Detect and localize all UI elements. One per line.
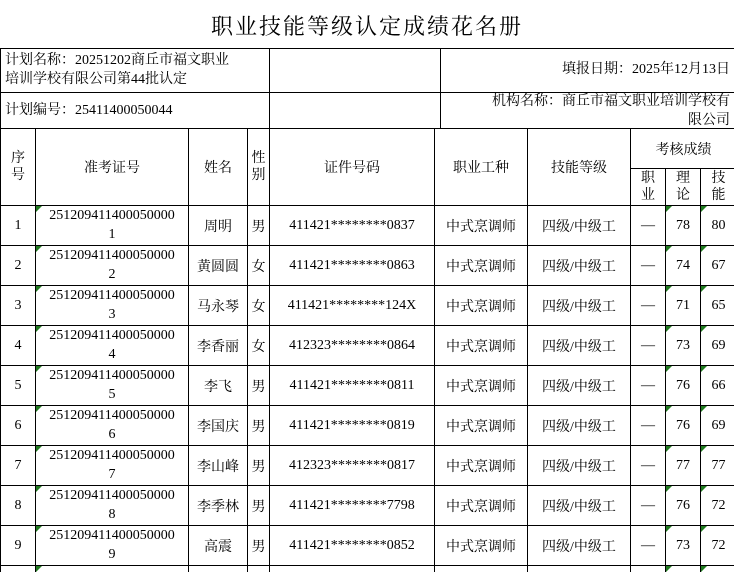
id-no-cell: 411421********124X <box>270 286 435 326</box>
table-row <box>1 246 734 286</box>
seq-cell: 8 <box>1 486 36 526</box>
empty-cell <box>270 49 441 93</box>
page-title: 职业技能等级认定成绩花名册 <box>210 14 523 39</box>
plan-code-cell: 计划编号：25411400050044 <box>1 93 270 132</box>
id-no-cell: 411421********0837 <box>270 206 435 246</box>
id-no-cell: 411421********7798 <box>270 486 435 526</box>
score-theory-cell: 76 <box>666 486 701 526</box>
score-skill-cell: 67 <box>701 246 734 286</box>
excel-corner-icon <box>666 406 672 412</box>
header-score-skill: 技能 <box>701 169 734 206</box>
excel-corner-icon <box>666 206 672 212</box>
seq-cell <box>1 566 36 572</box>
exam-no-cell: 2512094114000500008 <box>36 486 189 526</box>
excel-corner-icon <box>36 446 42 452</box>
score-theory-cell: 73 <box>666 326 701 366</box>
occupation-cell: 中式烹调师 <box>435 246 528 286</box>
id-no-cell: 412323********0817 <box>270 446 435 486</box>
excel-corner-icon <box>701 486 707 492</box>
level-cell: 四级/中级工 <box>528 286 631 326</box>
exam-no-cell: 2512094114000500001 <box>36 206 189 246</box>
score-theory-cell: 78 <box>666 206 701 246</box>
score-occupation-cell: — <box>631 206 666 246</box>
header-name: 姓名 <box>189 129 248 206</box>
occupation-cell: 中式烹调师 <box>435 486 528 526</box>
seq-cell: 2 <box>1 246 36 286</box>
exam-no-cell: 2512094114000500007 <box>36 446 189 486</box>
header-score-occupation: 职业 <box>631 169 666 206</box>
report-date-cell: 填报日期：2025年12月13日 <box>441 49 734 93</box>
level-cell: 四级/中级工 <box>528 246 631 286</box>
score-occupation-cell: — <box>631 326 666 366</box>
seq-cell: 7 <box>1 446 36 486</box>
exam-no-cell <box>36 566 189 572</box>
excel-corner-icon <box>36 246 42 252</box>
gender-cell: 男 <box>248 486 270 526</box>
seq-cell: 5 <box>1 366 36 406</box>
score-occupation-cell: — <box>631 366 666 406</box>
score-skill-cell: 65 <box>701 286 734 326</box>
plan-name-cell: 计划名称：20251202商丘市福文职业培训学校有限公司第44批认定 <box>1 49 270 93</box>
table-row <box>1 446 734 486</box>
gender-cell: 男 <box>248 406 270 446</box>
score-table <box>0 128 734 572</box>
score-theory-cell: 74 <box>666 246 701 286</box>
occupation-cell: 中式烹调师 <box>435 206 528 246</box>
score-theory-cell: 76 <box>666 406 701 446</box>
gender-cell: 女 <box>248 246 270 286</box>
excel-corner-icon <box>36 286 42 292</box>
score-occupation-cell: — <box>631 446 666 486</box>
name-cell: 李国庆 <box>189 406 248 446</box>
score-skill-cell: 69 <box>701 326 734 366</box>
exam-no-cell: 2512094114000500006 <box>36 406 189 446</box>
table-row <box>1 326 734 366</box>
seq-cell: 4 <box>1 326 36 366</box>
gender-cell: 男 <box>248 446 270 486</box>
score-skill-cell: 66 <box>701 366 734 406</box>
header-seq: 序号 <box>1 129 36 206</box>
score-occupation-cell: — <box>631 406 666 446</box>
excel-corner-icon <box>701 246 707 252</box>
gender-cell: 女 <box>248 326 270 366</box>
header-level: 技能等级 <box>528 129 631 206</box>
name-cell: 李香丽 <box>189 326 248 366</box>
excel-corner-icon <box>666 446 672 452</box>
level-cell: 四级/中级工 <box>528 486 631 526</box>
occupation-cell: 中式烹调师 <box>435 326 528 366</box>
score-skill-cell: 80 <box>701 206 734 246</box>
id-no-cell: 411421********0863 <box>270 246 435 286</box>
exam-no-cell: 2512094114000500002 <box>36 246 189 286</box>
gender-cell: 男 <box>248 526 270 566</box>
name-cell: 李飞 <box>189 366 248 406</box>
score-skill-cell <box>701 566 734 572</box>
excel-corner-icon <box>666 366 672 372</box>
org-name-cell: 机构名称：商丘市福文职业培训学校有限公司 <box>441 93 734 132</box>
gender-cell: 女 <box>248 286 270 326</box>
exam-no-cell: 2512094114000500005 <box>36 366 189 406</box>
seq-cell: 9 <box>1 526 36 566</box>
id-no-cell: 411421********0852 <box>270 526 435 566</box>
table-row-partial <box>1 566 734 572</box>
score-occupation-cell: — <box>631 286 666 326</box>
name-cell: 李山峰 <box>189 446 248 486</box>
level-cell: 四级/中级工 <box>528 446 631 486</box>
name-cell: 黄圆圆 <box>189 246 248 286</box>
level-cell: 四级/中级工 <box>528 206 631 246</box>
excel-corner-icon <box>36 366 42 372</box>
table-row <box>1 486 734 526</box>
score-occupation-cell <box>631 566 666 572</box>
seq-cell: 1 <box>1 206 36 246</box>
name-cell <box>189 566 248 572</box>
exam-no-cell: 2512094114000500004 <box>36 326 189 366</box>
exam-no-cell: 2512094114000500003 <box>36 286 189 326</box>
id-no-cell: 412323********0864 <box>270 326 435 366</box>
seq-cell: 3 <box>1 286 36 326</box>
occupation-cell: 中式烹调师 <box>435 406 528 446</box>
score-theory-cell <box>666 566 701 572</box>
name-cell: 周明 <box>189 206 248 246</box>
excel-corner-icon <box>701 406 707 412</box>
gender-cell: 男 <box>248 366 270 406</box>
excel-corner-icon <box>701 526 707 532</box>
level-cell: 四级/中级工 <box>528 526 631 566</box>
empty-cell <box>270 93 441 132</box>
table-row <box>1 206 734 246</box>
excel-corner-icon <box>666 526 672 532</box>
name-cell: 马永琴 <box>189 286 248 326</box>
excel-corner-icon <box>36 566 42 572</box>
occupation-cell <box>435 566 528 572</box>
excel-corner-icon <box>701 286 707 292</box>
excel-corner-icon <box>666 486 672 492</box>
score-theory-cell: 77 <box>666 446 701 486</box>
excel-corner-icon <box>666 566 672 572</box>
table-row <box>1 406 734 446</box>
excel-corner-icon <box>701 206 707 212</box>
table-row <box>1 286 734 326</box>
excel-corner-icon <box>36 486 42 492</box>
id-no-cell <box>270 566 435 572</box>
id-no-cell: 411421********0819 <box>270 406 435 446</box>
excel-corner-icon <box>701 366 707 372</box>
excel-corner-icon <box>36 206 42 212</box>
excel-corner-icon <box>36 406 42 412</box>
exam-no-cell: 2512094114000500009 <box>36 526 189 566</box>
id-no-cell: 411421********0811 <box>270 366 435 406</box>
gender-cell: 男 <box>248 206 270 246</box>
score-occupation-cell: — <box>631 486 666 526</box>
score-skill-cell: 72 <box>701 526 734 566</box>
score-skill-cell: 69 <box>701 406 734 446</box>
header-gender: 性别 <box>248 129 270 206</box>
occupation-cell: 中式烹调师 <box>435 366 528 406</box>
header-score-theory: 理论 <box>666 169 701 206</box>
header-occupation: 职业工种 <box>435 129 528 206</box>
info-block <box>0 48 734 132</box>
level-cell: 四级/中级工 <box>528 366 631 406</box>
excel-corner-icon <box>701 446 707 452</box>
score-occupation-cell: — <box>631 246 666 286</box>
table-row <box>1 366 734 406</box>
name-cell: 高震 <box>189 526 248 566</box>
occupation-cell: 中式烹调师 <box>435 286 528 326</box>
gender-cell <box>248 566 270 572</box>
level-cell: 四级/中级工 <box>528 326 631 366</box>
header-score-group: 考核成绩 <box>631 129 734 169</box>
occupation-cell: 中式烹调师 <box>435 446 528 486</box>
occupation-cell: 中式烹调师 <box>435 526 528 566</box>
excel-corner-icon <box>666 246 672 252</box>
score-theory-cell: 73 <box>666 526 701 566</box>
score-occupation-cell: — <box>631 526 666 566</box>
score-skill-cell: 72 <box>701 486 734 526</box>
level-cell <box>528 566 631 572</box>
excel-corner-icon <box>36 526 42 532</box>
level-cell: 四级/中级工 <box>528 406 631 446</box>
excel-corner-icon <box>701 566 707 572</box>
excel-corner-icon <box>36 326 42 332</box>
excel-corner-icon <box>666 326 672 332</box>
name-cell: 李季林 <box>189 486 248 526</box>
excel-corner-icon <box>701 326 707 332</box>
score-theory-cell: 71 <box>666 286 701 326</box>
header-id-no: 证件号码 <box>270 129 435 206</box>
score-theory-cell: 76 <box>666 366 701 406</box>
seq-cell: 6 <box>1 406 36 446</box>
header-exam-no: 准考证号 <box>36 129 189 206</box>
table-row <box>1 526 734 566</box>
excel-corner-icon <box>666 286 672 292</box>
score-skill-cell: 77 <box>701 446 734 486</box>
